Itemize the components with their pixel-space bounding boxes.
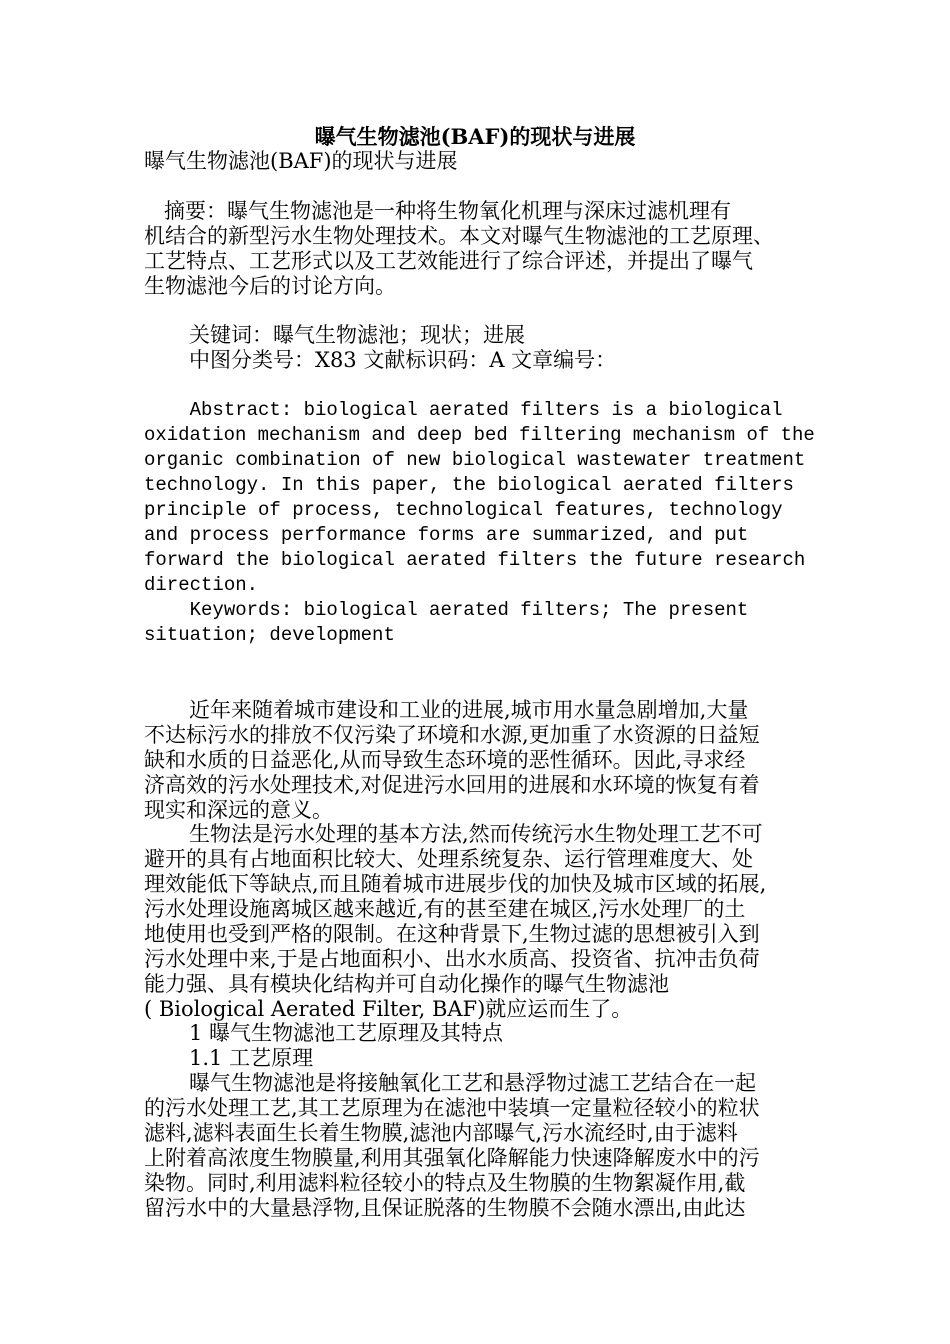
keywords-en-line: Keywords: biological aerated filters; The present	[144, 599, 749, 621]
body-line: 缺和水质的日益恶化,从而导致生态环境的恶性循环。因此,寻求经	[144, 748, 746, 772]
body-line: 避开的具有占地面积比较大、处理系统复杂、运行管理难度大、处	[144, 847, 753, 871]
body-line: ( Biological Aerated Filter, BAF)就应运而生了。	[144, 997, 633, 1021]
body-line: 上附着高浓度生物膜量,利用其强氧化降解能力快速降解废水中的污	[144, 1146, 760, 1170]
abstract-en-line: forward the biological aerated filters the future research	[144, 549, 806, 571]
body-line: 留污水中的大量悬浮物,且保证脱落的生物膜不会随水漂出,由此达	[144, 1196, 746, 1220]
body-line: 染物。同时,利用滤料粒径较小的特点及生物膜的生物絮凝作用,截	[144, 1171, 746, 1195]
abstract-cn-line: 工艺特点、工艺形式以及工艺效能进行了综合评述，并提出了曝气	[144, 249, 753, 273]
abstract-en-line: technology. In this paper, the biological aerated filters	[144, 474, 794, 496]
body-line: 济高效的污水处理技术,对促进污水回用的进展和水环境的恢复有着	[144, 773, 760, 797]
abstract-en-line: and process performance forms are summarized, and put	[144, 524, 749, 546]
classification-line: 中图分类号：X83 文献标识码：A 文章编号：	[189, 348, 617, 372]
subsection-heading: 1.1 工艺原理	[189, 1046, 314, 1070]
abstract-en-line: principle of process, technological features, technology	[144, 499, 783, 521]
body-line: 地使用也受到严格的限制。在这种背景下,生物过滤的思想被引入到	[144, 922, 760, 946]
keywords-cn: 关键词：曝气生物滤池；现状；进展	[189, 323, 525, 347]
body-line: 污水处理中来,于是占地面积小、出水水质高、投资省、抗冲击负荷	[144, 947, 760, 971]
abstract-en-line: oxidation mechanism and deep bed filtering mechanism of the	[144, 424, 815, 446]
body-line: 生物法是污水处理的基本方法,然而传统污水生物处理工艺不可	[189, 822, 763, 846]
section-heading: 1 曝气生物滤池工艺原理及其特点	[189, 1021, 504, 1045]
body-line: 污水处理设施离城区越来越近,有的甚至建在城区,污水处理厂的土	[144, 897, 746, 921]
abstract-cn-line: 生物滤池今后的讨论方向。	[144, 274, 396, 298]
body-line: 近年来随着城市建设和工业的进展,城市用水量急剧增加,大量	[189, 698, 749, 722]
abstract-cn-line: 机结合的新型污水生物处理技术。本文对曝气生物滤池的工艺原理、	[144, 224, 774, 248]
body-line: 曝气生物滤池是将接触氧化工艺和悬浮物过滤工艺结合在一起	[189, 1071, 756, 1095]
abstract-cn-line: 摘要：曝气生物滤池是一种将生物氧化机理与深床过滤机理有	[144, 199, 732, 223]
body-line: 能力强、具有模块化结构并可自动化操作的曝气生物滤池	[144, 972, 669, 996]
document-title: 曝气生物滤池(BAF)的现状与进展	[314, 124, 636, 149]
abstract-en-line: Abstract: biological aerated filters is a biological	[144, 399, 783, 421]
abstract-en-line: organic combination of new biological wastewater treatment	[144, 449, 806, 471]
body-line: 滤料,滤料表面生长着生物膜,滤池内部曝气,污水流经时,由于滤料	[144, 1121, 738, 1145]
body-line: 的污水处理工艺,其工艺原理为在滤池中装填一定量粒径较小的粒状	[144, 1096, 760, 1120]
body-line: 现实和深远的意义。	[144, 798, 333, 822]
document-subtitle: 曝气生物滤池(BAF)的现状与进展	[144, 149, 458, 173]
body-line: 不达标污水的排放不仅污染了环境和水源,更加重了水资源的日益短	[144, 723, 760, 747]
body-line: 理效能低下等缺点,而且随着城市进展步伐的加快及城市区域的拓展,	[144, 872, 767, 896]
abstract-en-line: direction.	[144, 574, 259, 596]
keywords-en-line: situation; development	[144, 624, 395, 646]
